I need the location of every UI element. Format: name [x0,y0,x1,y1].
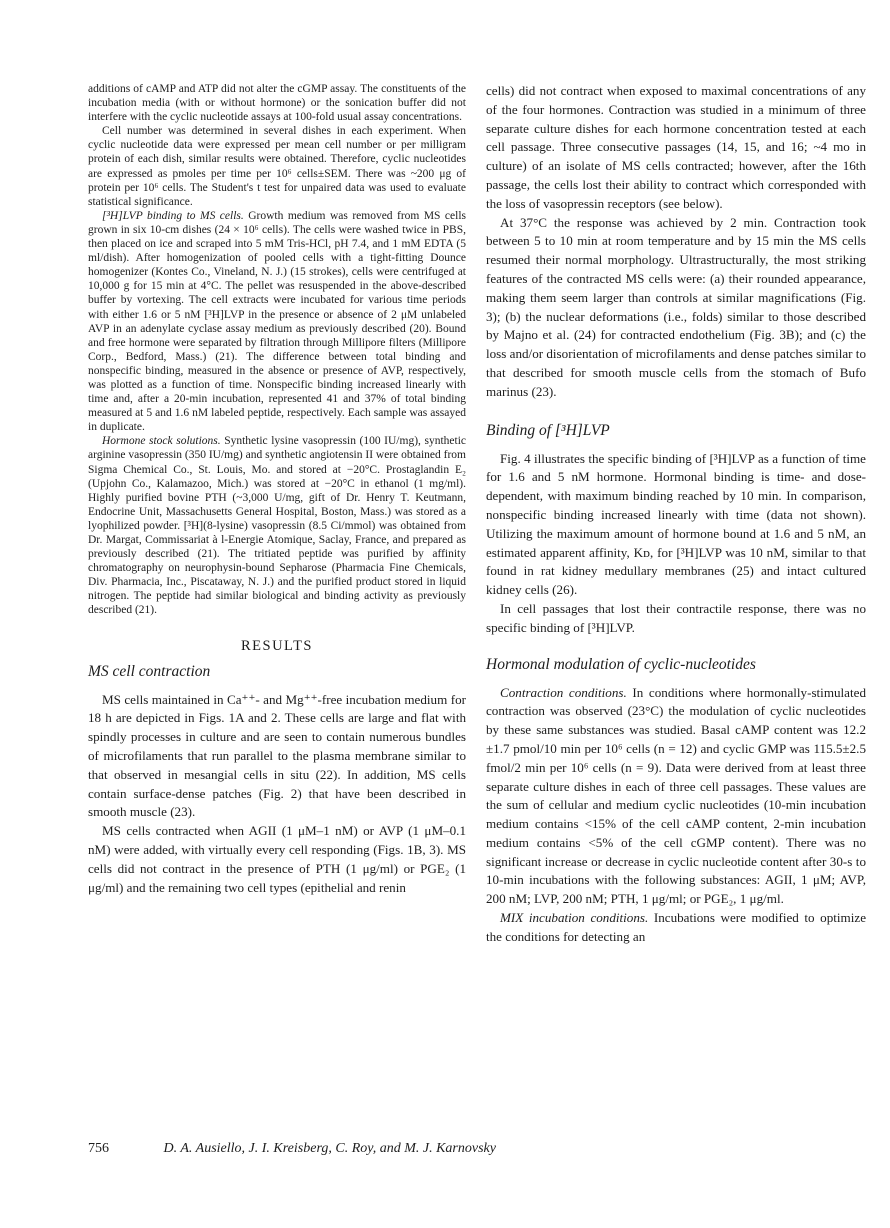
results-section [88,691,466,898]
run-in-heading: [³H]LVP binding to MS cells. [102,209,244,222]
paragraph: cells) did not contract when exposed to maximal concentrations of any of the four hormones. Contraction was studied in a minimum of three separate culture dishes for each hormone concentration tested at each cell passage. Three consecutive passages (14, 15, and 16; ~4 mo in culture) of an isolate of MS cells contracted; however, after the 16th passage, the cells lost their ability to contract which corresponded with the loss of vasopressin receptors (see below). [486,83,866,211]
subsection-heading: MS cell contraction [88,662,211,680]
paragraph: MS cells contracted when AGII (1 μM–1 nM) or AVP (1 μM–0.1 nM) were added, with virtually every cell responding (Figs. 1B, 3). MS cells did not contract in the presence of PTH (1 μg/ml) or PGE₂ (1 μg/ml) and the remaining two cell types (epithelial and renin [88,823,466,895]
subsection-heading: Binding of [³H]LVP [486,421,610,439]
paragraph: Cell number was determined in several dishes in each experiment. When cyclic nucleotide data were expressed per mean cell number or per milligram protein of each dish, similar results were obtained. Therefore, cyclic nucleotides are expressed as pmoles per time per 10⁶ cells±SEM. There was ~200 μg of protein per 10⁶ cells. The Student's t test for unpaired data was used to evaluate statistical significance. [88,125,466,208]
run-in-heading: Contraction conditions. [500,684,627,700]
paragraph: Hormone stock solutions. Synthetic lysine vasopressin (100 IU/mg), synthetic arginine vasopressin (350 IU/mg) and synthetic angiotensin II were obtained from Sigma Chemical Co., St. Louis, Mo. and stored at −20°C. Prostaglandin E₂ (Upjohn Co., Kalamazoo, Mich.) was stored at −20°C in ethanol (1 mg/ml). Highly purified bovine PTH (~3,000 U/mg, gift of Dr. Henry T. Keutmann, Endocrine Unit, Massachusetts General Hospital, Boston, Mass.) was stored as a lyophilized powder. [³H](8-lysine) vasopressin (8.5 Ci/mmol) was obtained from Dr. Margat, Commissariat à l-Energie Atomique, Saclay, France, and prepared as previously described (21). The tritiated peptide was purified by affinity chromatography on neurophysin-bound Sepharose (Pharmacia Fine Chemicals, Div. Pharmacia, Inc., Piscataway, N. J.) and the purified product stored in liquid nitrogen. The peptide had similar biological and binding activity as previously described (21). [88,435,466,617]
run-in-heading: MIX incubation conditions. [500,910,649,926]
paragraph: MS cells maintained in Ca⁺⁺- and Mg⁺⁺-free incubation medium for 18 h are depicted in Figs. 1A and 2. These cells are large and flat with spindly processes in culture and are seen to contain numerous bundles of microfilaments that run parallel to the plasma membrane similar to that observed in mesangial cells in situ (22). In addition, MS cells contain surface-dense patches (Fig. 2) that have been described in smooth muscle (23). [88,691,466,820]
paragraph: At 37°C the response was achieved by 2 min. Contraction took between 5 to 10 min at room temperature and by 15 min the MS cells resumed their normal morphology. Ultrastructurally, the most striking features of the contracted MS cells were: (a) their rounded appearance, making them seem larger than controls at similar magnifications (Fig. 3); (b) the nuclear deformations (i.e., folds) similar to those described by Majno et al. (24) for contracted endothelium (Fig. 3B); and (c) the loss and/or disorientation of microfilaments and dense patches similar to that described for smooth muscle cells from the stomach of Bufo marinus (23). [486,214,866,399]
page-number: 756 [88,1141,109,1156]
section-heading: RESULTS [240,637,313,654]
paragraph: MIX incubation conditions. Incubations were modified to optimize the conditions for detecting an [486,910,867,944]
methods-section [88,82,466,618]
subsection-heading: Hormonal modulation of cyclic-nucleotides [486,655,756,673]
running-authors: D. A. Ausiello, J. I. Kreisberg, C. Roy, and M. J. Karnovsky [163,1141,496,1156]
paragraph: additions of cAMP and ATP did not alter the cGMP assay. The constituents of the incubation media (with or without hormone) or the sonication buffer did not interfere with the cyclic nucleotide assays at 100-fold usual assay concentrations. [88,83,466,124]
page-footer [88,1141,868,1157]
paragraph: [³H]LVP binding to MS cells. Growth medium was removed from MS cells grown in six 10-cm dishes (24 × 10⁶ cells). The cells were washed twice in PBS, then placed on ice and scraped into 5 mM Tris-HCl, pH 7.4, and 1 mM EDTA (5 ml/dish). After homogenization of pooled cells with a tight-fitting Dounce homogenizer (Kontes Co., Vineland, N. J.) (15 strokes), cells were centrifuged at 10,000 g for 15 min at 4°C. The pellet was resuspended in the above-described buffer by vortexing. The cell extracts were incubated for various time periods with either 1.6 or 5 nM [³H]LVP in the presence or absence of 2 μM unlabeled AVP in an adenylate cyclase assay medium as previously described (20). Bound and free hormone were separated by filtration through Millipore filters (Millipore Corp., Bedford, Mass.) (21). The difference between total binding and nonspecific binding, measured in the absence or presence of AVP, respectively, was plotted as a function of time. Nonspecific binding increased linearly with time and, after a 20-min incubation, represented 41 and 37% of total binding measured at 5 and 1.6 nM labeled peptide, respectively. Each sample was assayed in duplicate. [88,209,466,434]
right-column [486,82,866,947]
run-in-heading: Hormone stock solutions. [102,435,221,448]
left-column [88,82,466,897]
paragraph: Fig. 4 illustrates the specific binding of [³H]LVP as a function of time for 1.6 and 5 nM hormone. Hormonal binding is time- and dose-dependent, with maximum binding reached by 10 min. In comparison, nonspecific binding increased linearly with time (data not shown). Utilizing the maximum amount of hormone bound at 1.6 and 5 nM, an estimated apparent affinity, Kᴅ, for [³H]LVP was 10 nM, similar to that found in rat kidney medullary membranes (25) and intact cultured kidney cells (26). [486,450,866,598]
paragraph: Contraction conditions. In conditions where hormonally-stimulated contraction was observed (23°C) the modulation of cyclic nucleotides by these same substances was studied. Basal cAMP content was 12.2 ±1.7 pmol/10 min per 10⁶ cells (n = 12) and cyclic GMP was 115.5±2.5 fmol/2 min per 10⁶ cells (n = 9). Data were derived from at least three separate culture dishes in each of three cell passages. These values are the sum of cellular and medium cyclic nucleotides (10-min incubation medium contains <15% of the cell cAMP content, 2-min incubation medium contains <5% of the cell cGMP content). There was no significant increase or decrease in cyclic nucleotide content after 30-s to 10-min incubations with the following substances: AGII, 1 μM; AVP, 200 nM; LVP, 200 nM; PTH, 1 μg/ml; or PGE₂, 1 μg/ml. [486,684,866,907]
paragraph: In cell passages that lost their contractile response, there was no specific binding of [³H]LVP. [486,600,866,635]
